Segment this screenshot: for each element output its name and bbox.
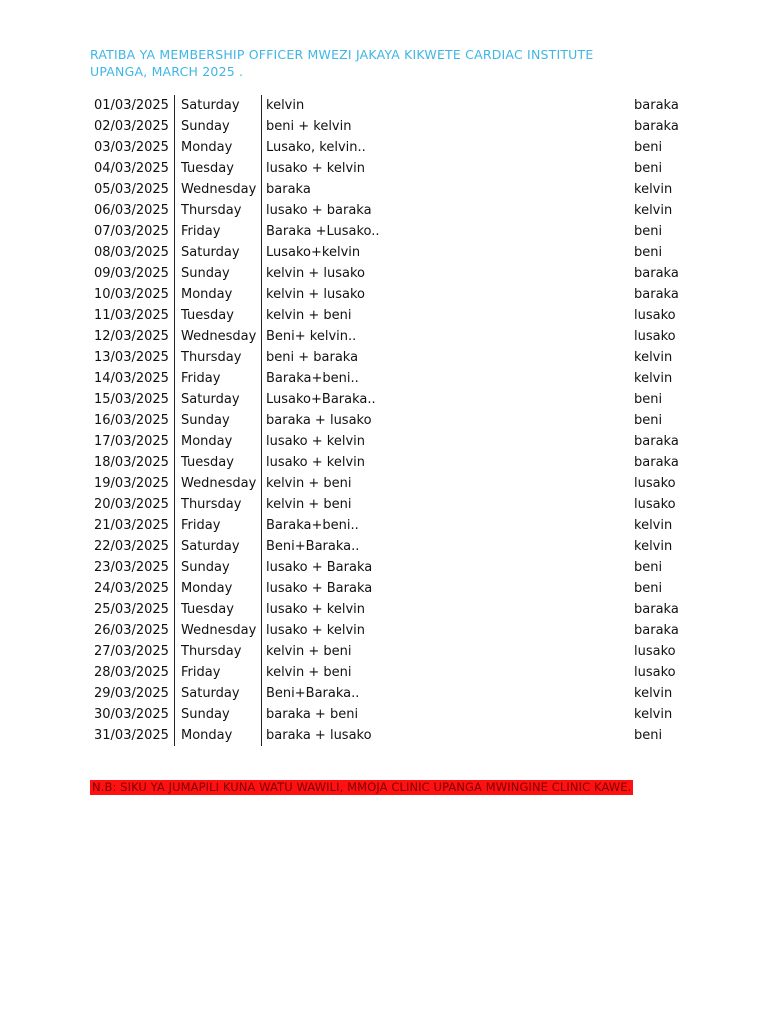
date-cell: 23/03/2025 bbox=[94, 560, 169, 575]
date-cell: 08/03/2025 bbox=[94, 245, 169, 260]
day-cell: Tuesday bbox=[175, 452, 262, 473]
day-cell: Wednesday bbox=[175, 326, 262, 347]
pair-cell: Lusako, kelvin.. bbox=[262, 137, 635, 158]
date-cell: 11/03/2025 bbox=[94, 308, 169, 323]
table-row bbox=[88, 599, 694, 620]
table-row bbox=[88, 284, 694, 305]
day-cell: Sunday bbox=[175, 410, 262, 431]
single-cell: beni bbox=[634, 728, 663, 743]
day-cell: Sunday bbox=[175, 557, 262, 578]
pair-cell: Beni+ kelvin.. bbox=[262, 326, 635, 347]
day-cell: Thursday bbox=[175, 641, 262, 662]
table-row bbox=[88, 452, 694, 473]
date-cell: 20/03/2025 bbox=[94, 497, 169, 512]
table-row bbox=[88, 368, 694, 389]
table-row bbox=[88, 95, 694, 116]
date-cell: 17/03/2025 bbox=[94, 434, 169, 449]
date-cell: 06/03/2025 bbox=[94, 203, 169, 218]
date-cell: 26/03/2025 bbox=[94, 623, 169, 638]
day-cell: Tuesday bbox=[175, 305, 262, 326]
single-cell: beni bbox=[634, 413, 663, 428]
pair-cell: lusako + kelvin bbox=[262, 620, 635, 641]
table-row bbox=[88, 221, 694, 242]
date-cell: 10/03/2025 bbox=[94, 287, 169, 302]
table-row bbox=[88, 200, 694, 221]
pair-cell: kelvin + lusako bbox=[262, 284, 635, 305]
date-cell: 14/03/2025 bbox=[94, 371, 169, 386]
pair-cell: Beni+Baraka.. bbox=[262, 683, 635, 704]
day-cell: Saturday bbox=[175, 242, 262, 263]
pair-cell: beni + kelvin bbox=[262, 116, 635, 137]
date-cell: 25/03/2025 bbox=[94, 602, 169, 617]
single-cell: kelvin bbox=[634, 371, 673, 386]
single-cell: beni bbox=[634, 161, 663, 176]
pair-cell: lusako + kelvin bbox=[262, 599, 635, 620]
table-row bbox=[88, 116, 694, 137]
table-row bbox=[88, 263, 694, 284]
day-cell: Saturday bbox=[175, 683, 262, 704]
single-cell: beni bbox=[634, 581, 663, 596]
table-row bbox=[88, 473, 694, 494]
single-cell: kelvin bbox=[634, 182, 673, 197]
day-cell: Saturday bbox=[175, 95, 262, 116]
pair-cell: kelvin + lusako bbox=[262, 263, 635, 284]
day-cell: Monday bbox=[175, 578, 262, 599]
single-cell: lusako bbox=[634, 308, 676, 323]
pair-cell: lusako + kelvin bbox=[262, 431, 635, 452]
single-cell: baraka bbox=[634, 455, 679, 470]
single-cell: kelvin bbox=[634, 518, 673, 533]
date-cell: 24/03/2025 bbox=[94, 581, 169, 596]
single-cell: lusako bbox=[634, 665, 676, 680]
pair-cell: Baraka+beni.. bbox=[262, 515, 635, 536]
pair-cell: baraka + lusako bbox=[262, 725, 635, 746]
table-row bbox=[88, 725, 694, 746]
date-cell: 28/03/2025 bbox=[94, 665, 169, 680]
pair-cell: kelvin + beni bbox=[262, 641, 635, 662]
single-cell: baraka bbox=[634, 602, 679, 617]
day-cell: Wednesday bbox=[175, 473, 262, 494]
pair-cell: kelvin + beni bbox=[262, 305, 635, 326]
single-cell: kelvin bbox=[634, 686, 673, 701]
date-cell: 09/03/2025 bbox=[94, 266, 169, 281]
single-cell: lusako bbox=[634, 497, 676, 512]
single-cell: kelvin bbox=[634, 707, 673, 722]
day-cell: Monday bbox=[175, 137, 262, 158]
single-cell: beni bbox=[634, 560, 663, 575]
single-cell: lusako bbox=[634, 476, 676, 491]
pair-cell: Lusako+Baraka.. bbox=[262, 389, 635, 410]
day-cell: Friday bbox=[175, 662, 262, 683]
day-cell: Sunday bbox=[175, 263, 262, 284]
date-cell: 01/03/2025 bbox=[94, 98, 169, 113]
day-cell: Friday bbox=[175, 515, 262, 536]
table-row bbox=[88, 494, 694, 515]
date-cell: 03/03/2025 bbox=[94, 140, 169, 155]
day-cell: Tuesday bbox=[175, 158, 262, 179]
pair-cell: lusako + kelvin bbox=[262, 452, 635, 473]
single-cell: baraka bbox=[634, 98, 679, 113]
table-row bbox=[88, 557, 694, 578]
pair-cell: baraka + beni bbox=[262, 704, 635, 725]
single-cell: baraka bbox=[634, 287, 679, 302]
pair-cell: Beni+Baraka.. bbox=[262, 536, 635, 557]
table-row bbox=[88, 662, 694, 683]
note-banner: N.B: SIKU YA JUMAPILI KUNA WATU WAWILI, MMOJA CLINIC UPANGA MWINGINE CLINIC KAWE. bbox=[92, 780, 632, 794]
day-cell: Wednesday bbox=[175, 179, 262, 200]
day-cell: Saturday bbox=[175, 536, 262, 557]
table-row bbox=[88, 137, 694, 158]
pair-cell: Baraka+beni.. bbox=[262, 368, 635, 389]
pair-cell: kelvin + beni bbox=[262, 473, 635, 494]
date-cell: 05/03/2025 bbox=[94, 182, 169, 197]
single-cell: kelvin bbox=[634, 203, 673, 218]
pair-cell: lusako + kelvin bbox=[262, 158, 635, 179]
table-row bbox=[88, 641, 694, 662]
day-cell: Thursday bbox=[175, 347, 262, 368]
date-cell: 02/03/2025 bbox=[94, 119, 169, 134]
pair-cell: kelvin bbox=[262, 95, 635, 116]
single-cell: beni bbox=[634, 245, 663, 260]
date-cell: 29/03/2025 bbox=[94, 686, 169, 701]
table-row bbox=[88, 683, 694, 704]
pair-cell: lusako + Baraka bbox=[262, 578, 635, 599]
single-cell: beni bbox=[634, 392, 663, 407]
date-cell: 21/03/2025 bbox=[94, 518, 169, 533]
table-row bbox=[88, 389, 694, 410]
roster-table-body bbox=[88, 95, 694, 746]
pair-cell: baraka + lusako bbox=[262, 410, 635, 431]
date-cell: 04/03/2025 bbox=[94, 161, 169, 176]
single-cell: beni bbox=[634, 140, 663, 155]
title-line-1: RATIBA YA MEMBERSHIP OFFICER MWEZI JAKAYA KIKWETE CARDIAC INSTITUTE bbox=[90, 47, 594, 62]
table-row bbox=[88, 179, 694, 200]
pair-cell: kelvin + beni bbox=[262, 662, 635, 683]
single-cell: baraka bbox=[634, 266, 679, 281]
single-cell: kelvin bbox=[634, 350, 673, 365]
table-row bbox=[88, 431, 694, 452]
table-row bbox=[88, 620, 694, 641]
single-cell: kelvin bbox=[634, 539, 673, 554]
table-row bbox=[88, 578, 694, 599]
day-cell: Thursday bbox=[175, 494, 262, 515]
day-cell: Friday bbox=[175, 221, 262, 242]
date-cell: 27/03/2025 bbox=[94, 644, 169, 659]
pair-cell: kelvin + beni bbox=[262, 494, 635, 515]
pair-cell: Baraka +Lusako.. bbox=[262, 221, 635, 242]
day-cell: Sunday bbox=[175, 704, 262, 725]
table-row bbox=[88, 410, 694, 431]
day-cell: Wednesday bbox=[175, 620, 262, 641]
single-cell: lusako bbox=[634, 329, 676, 344]
date-cell: 13/03/2025 bbox=[94, 350, 169, 365]
date-cell: 31/03/2025 bbox=[94, 728, 169, 743]
table-row bbox=[88, 305, 694, 326]
date-cell: 16/03/2025 bbox=[94, 413, 169, 428]
pair-cell: lusako + baraka bbox=[262, 200, 635, 221]
date-cell: 15/03/2025 bbox=[94, 392, 169, 407]
single-cell: baraka bbox=[634, 623, 679, 638]
table-row bbox=[88, 347, 694, 368]
day-cell: Monday bbox=[175, 431, 262, 452]
table-row bbox=[88, 158, 694, 179]
single-cell: baraka bbox=[634, 119, 679, 134]
date-cell: 18/03/2025 bbox=[94, 455, 169, 470]
table-row bbox=[88, 515, 694, 536]
day-cell: Sunday bbox=[175, 116, 262, 137]
table-row bbox=[88, 326, 694, 347]
single-cell: baraka bbox=[634, 434, 679, 449]
single-cell: lusako bbox=[634, 644, 676, 659]
pair-cell: baraka bbox=[262, 179, 635, 200]
date-cell: 22/03/2025 bbox=[94, 539, 169, 554]
date-cell: 12/03/2025 bbox=[94, 329, 169, 344]
day-cell: Monday bbox=[175, 725, 262, 746]
day-cell: Monday bbox=[175, 284, 262, 305]
table-row bbox=[88, 704, 694, 725]
day-cell: Friday bbox=[175, 368, 262, 389]
pair-cell: Lusako+kelvin bbox=[262, 242, 635, 263]
day-cell: Saturday bbox=[175, 389, 262, 410]
roster-table bbox=[88, 95, 694, 746]
date-cell: 07/03/2025 bbox=[94, 224, 169, 239]
day-cell: Tuesday bbox=[175, 599, 262, 620]
date-cell: 19/03/2025 bbox=[94, 476, 169, 491]
single-cell: beni bbox=[634, 224, 663, 239]
pair-cell: beni + baraka bbox=[262, 347, 635, 368]
title-line-2: UPANGA, MARCH 2025 . bbox=[90, 64, 244, 79]
day-cell: Thursday bbox=[175, 200, 262, 221]
table-row bbox=[88, 242, 694, 263]
table-row bbox=[88, 536, 694, 557]
document-title bbox=[90, 46, 593, 80]
date-cell: 30/03/2025 bbox=[94, 707, 169, 722]
pair-cell: lusako + Baraka bbox=[262, 557, 635, 578]
